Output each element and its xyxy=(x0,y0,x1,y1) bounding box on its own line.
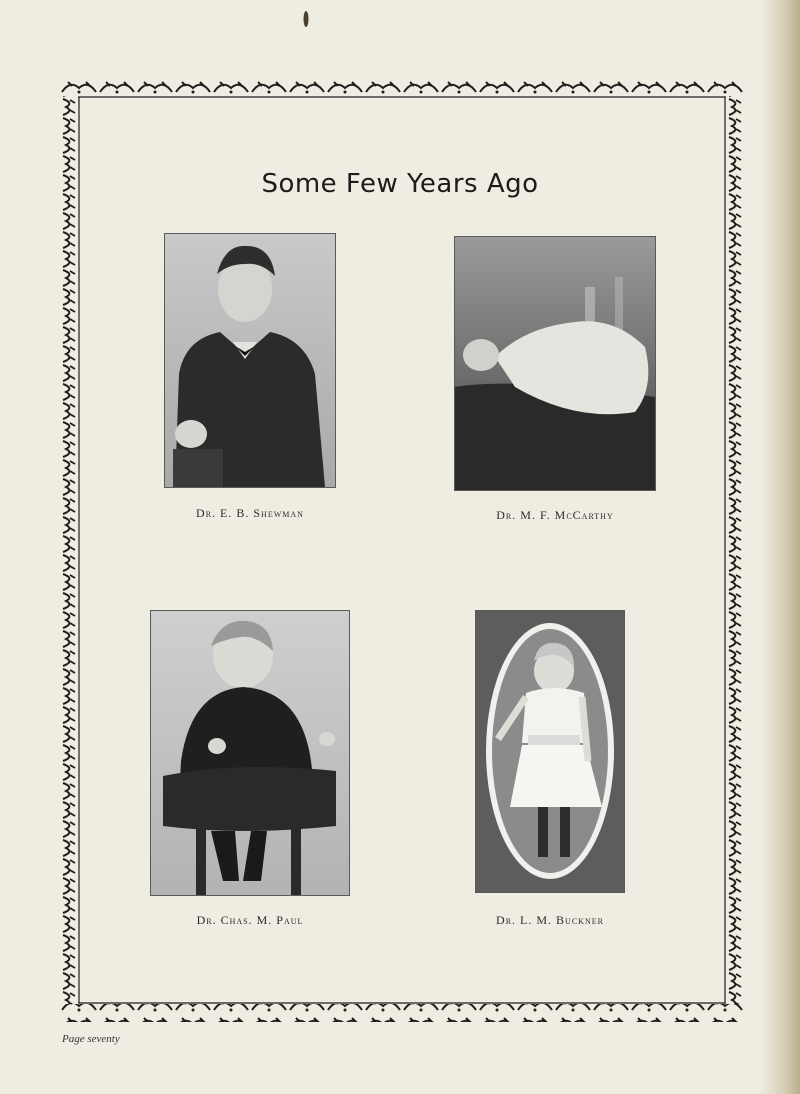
photo-paul xyxy=(150,610,350,896)
page-edge-shadow xyxy=(760,0,800,1094)
toddler-chair-photo-icon xyxy=(151,611,349,895)
page-title: Some Few Years Ago xyxy=(261,169,539,200)
infant-photo-icon xyxy=(455,237,655,490)
caption-paul: Dr. Chas. M. Paul xyxy=(196,913,304,927)
ink-speck xyxy=(302,8,310,30)
boy-portrait-photo-icon xyxy=(165,234,335,487)
photo-shewman xyxy=(164,233,336,488)
photo-buckner xyxy=(475,610,625,893)
caption-buckner: Dr. L. M. Buckner xyxy=(496,913,604,927)
caption-shewman: Dr. E. B. Shewman xyxy=(196,506,304,520)
page-number: Page seventy xyxy=(62,1033,120,1045)
caption-mccarthy: Dr. M. F. McCarthy xyxy=(496,508,614,522)
photo-mccarthy xyxy=(454,236,656,491)
girl-oval-photo-icon xyxy=(476,611,624,892)
